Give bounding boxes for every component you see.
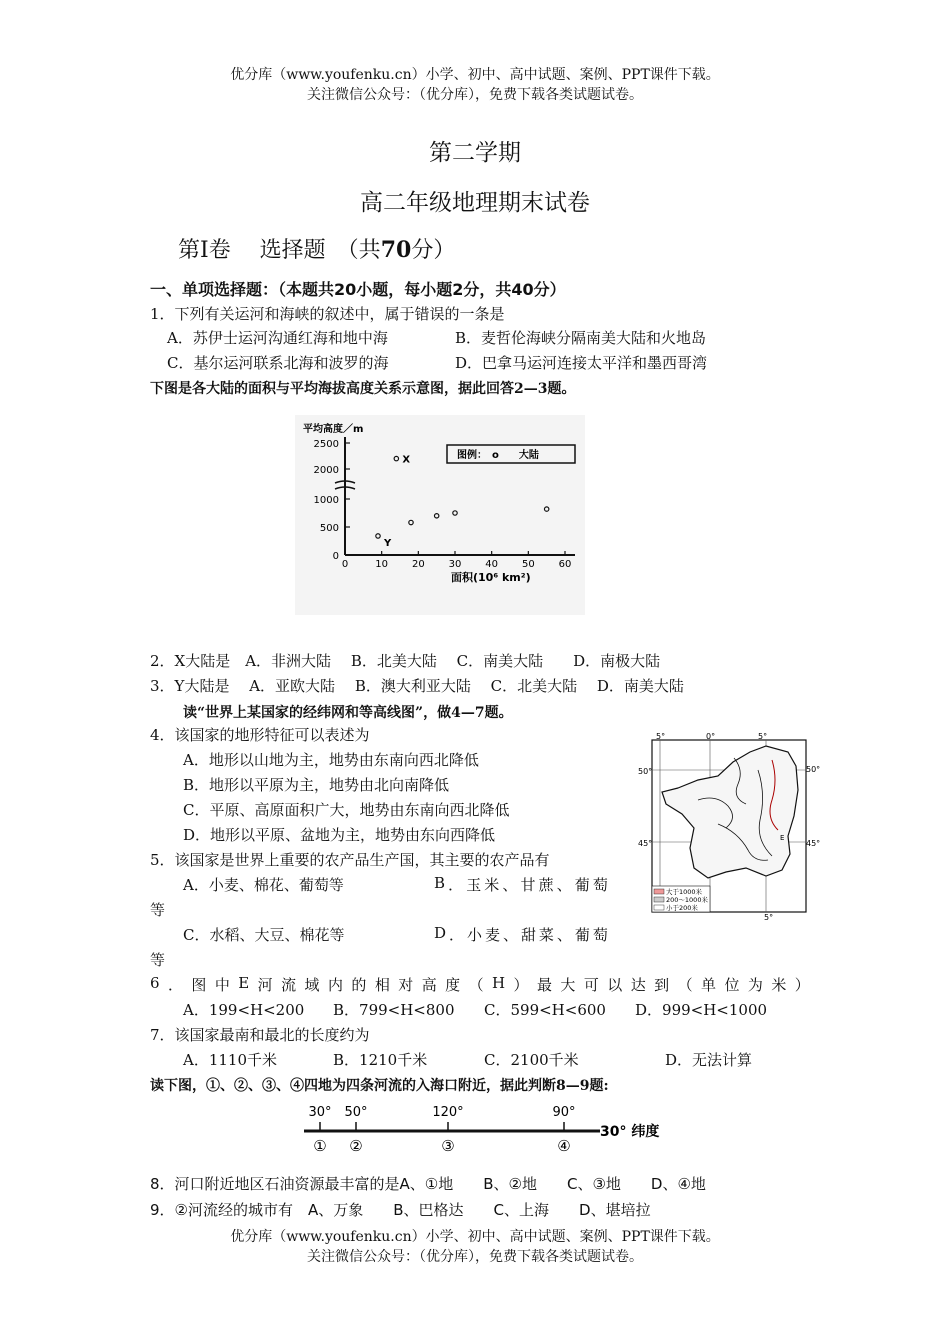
section-score: 70: [380, 237, 412, 263]
map-lon-label: 0°: [706, 732, 716, 741]
q6-option-b: B．799<H<800: [333, 1001, 455, 1019]
q5-option-b-char: 、: [502, 876, 518, 894]
site-header-line1: 优分库（www.youfenku.cn）小学、初中、高中试题、案例、PPT课件下载。: [230, 67, 720, 83]
map-lon-label: 5°: [764, 913, 774, 922]
section-label: 第Ⅰ卷 选择题 （共: [178, 238, 381, 263]
q5-option-d-char: 菜: [538, 926, 554, 944]
q6-stem-char: 图: [191, 976, 207, 994]
chart-ytick-label: 2500: [313, 439, 339, 450]
q6-stem-char: 度: [445, 976, 461, 994]
chart-ytick-label: 2000: [313, 465, 339, 476]
q6-stem-char: 单: [701, 976, 717, 994]
q5-option-d-char: D: [434, 924, 447, 942]
map-lat-label: 50°: [638, 767, 653, 776]
q5-option-d-char: 、: [502, 926, 518, 944]
q6-stem-char: E: [238, 974, 250, 992]
part1-heading: 一、单项选择题：（本题共20小题，每小题2分，共40分）: [150, 280, 566, 299]
q7-option-a: A．1110千米: [183, 1051, 278, 1069]
q6-stem-char: （: [677, 976, 693, 994]
q5-option-d-wrap: 等: [150, 951, 166, 969]
q5-option-b-char: 蔗: [538, 876, 554, 894]
chart-xlabel: 面积(10⁶ km²): [451, 571, 531, 584]
q6-stem-char: 高: [421, 976, 437, 994]
q6-stem-char: 相: [374, 976, 390, 994]
q1-option-b: B．麦哲伦海峡分隔南美大陆和火地岛: [455, 329, 707, 347]
map-lat-label: 45°: [806, 839, 821, 848]
chart-point-label: X: [402, 454, 411, 466]
chart-point-label: Y: [384, 537, 392, 549]
legend-high: 大于1000米: [666, 888, 703, 896]
q9: 9．②河流经的城市有 A、万象 B、巴格达 C、上海 D、堪培拉: [150, 1201, 651, 1219]
legend-swatch-high: [654, 889, 664, 894]
river-mouth-marker: ④: [557, 1137, 571, 1155]
q5-option-d-char: 葡: [574, 926, 590, 944]
river-mouth-marker: ②: [349, 1137, 363, 1155]
longitude-label: 90°: [552, 1105, 576, 1120]
q5-option-d-text: [434, 924, 608, 945]
river-mouth-marker: ③: [441, 1137, 455, 1155]
intro-8-9: 读下图，①、②、③、④四地为四条河流的入海口附近，据此判断8—9题:: [150, 1078, 609, 1094]
q5-option-d-char: 小: [466, 926, 482, 944]
q5-option-b-char: B: [434, 874, 446, 892]
section-title: [178, 233, 455, 264]
map-lon-label: 5°: [656, 732, 666, 741]
q6-stem-char: 中: [214, 976, 230, 994]
q5-option-b-char: 萄: [592, 876, 608, 894]
legend-swatch-low: [654, 905, 664, 910]
longitude-label: 30°: [308, 1105, 332, 1120]
q6-stem-char: 达: [630, 976, 646, 994]
q1-option-d: D．巴拿马运河连接太平洋和墨西哥湾: [455, 354, 708, 372]
chart-xtick-label: 50: [521, 559, 535, 570]
site-footer-line1: 优分库（www.youfenku.cn）小学、初中、高中试题、案例、PPT课件下载。: [230, 1229, 720, 1245]
q4-option-c: C．平原、高原面积广大，地势由东南向西北降低: [183, 801, 510, 819]
q3: 3．Y大陆是 A．亚欧大陆 B．澳大利亚大陆 C．北美大陆 D．南美大陆: [150, 677, 684, 695]
q6-option-c: C．599<H<600: [484, 1001, 606, 1019]
q6-stem-char: 对: [398, 976, 414, 994]
q6-stem-char: 以: [607, 976, 623, 994]
q7-option-d: D．无法计算: [665, 1051, 753, 1069]
site-header-line2: 关注微信公众号：（优分库），免费下载各类试题试卷。: [307, 87, 643, 103]
q4-option-d: D．地形以平原、盆地为主，地势由东向西降低: [183, 826, 496, 844]
q6-stem-char: 位: [724, 976, 740, 994]
longitude-label: 50°: [344, 1105, 368, 1120]
q5-option-d-char: 麦: [484, 926, 500, 944]
q6-stem-char: 域: [304, 976, 320, 994]
q6-stem-char: 最: [536, 976, 552, 994]
river-e-label: E: [780, 834, 785, 842]
chart-xtick-label: 30: [448, 559, 462, 570]
river-mouth-marker: ①: [313, 1137, 327, 1155]
term-title: 第二学期: [429, 140, 521, 166]
q5-option-d-char: 萄: [592, 926, 608, 944]
q6-stem-char: 流: [281, 976, 297, 994]
q1-option-a: A．苏伊士运河沟通红海和地中海: [167, 329, 388, 347]
q5-option-b-char: 葡: [574, 876, 590, 894]
q4-stem: 4．该国家的地形特征可以表述为: [150, 726, 370, 744]
q6-stem-char: 大: [560, 976, 576, 994]
chart-ytick-label: 500: [319, 523, 339, 534]
chart-ytick-label: 0: [332, 551, 339, 562]
chart-xtick-label: 0: [341, 559, 349, 570]
q4-option-b: B．地形以平原为主，地势由北向南降低: [183, 776, 450, 794]
q6-stem-char: 可: [583, 976, 599, 994]
q5-option-d-char: 、: [556, 926, 572, 944]
latitude-label: 30° 纬度: [600, 1124, 660, 1140]
q6-stem-char: ）: [513, 976, 529, 994]
chart-xtick-label: 20: [411, 559, 425, 570]
q1-stem: 1．下列有关运河和海峡的叙述中，属于错误的一条是: [150, 305, 505, 323]
q6-stem-char: 到: [654, 976, 670, 994]
q6-stem-char: ．: [167, 976, 183, 994]
q5-stem: 5．该国家是世界上重要的农产品生产国，其主要的农产品有: [150, 851, 550, 869]
q1-option-c: C．基尔运河联系北海和波罗的海: [167, 354, 389, 372]
q7-stem: 7．该国家最南和最北的长度约为: [150, 1026, 370, 1044]
q6-stem-char: 河: [257, 976, 273, 994]
chart-xtick-label: 60: [558, 559, 572, 570]
q5-option-b-char: 米: [484, 876, 500, 894]
q5-option-d-char: 甜: [520, 926, 536, 944]
legend-mid: 200～1000米: [666, 896, 708, 904]
q6-option-a: A．199<H<200: [183, 1001, 305, 1019]
q6-stem: [150, 974, 810, 995]
q5-option-c: C．水稻、大豆、棉花等: [183, 926, 345, 944]
intro-4-7: 读“世界上某国家的经纬网和等高线图”，做4—7题。: [183, 705, 513, 721]
q5-option-b-char: 甘: [520, 876, 536, 894]
q6-option-d: D．999<H<1000: [635, 1001, 768, 1019]
intro-2-3: 下图是各大陆的面积与平均海拔高度关系示意图，据此回答2—3题。: [150, 381, 576, 397]
q6-stem-char: 6: [150, 974, 160, 992]
map-lat-label: 45°: [638, 839, 653, 848]
q4-option-a: A．地形以山地为主，地势由东南向西北降低: [183, 751, 479, 769]
map-lat-label: 50°: [806, 765, 821, 774]
latitude-line-diagram: [300, 1098, 670, 1158]
q5-option-d: [434, 924, 608, 945]
q5-option-b-text: [434, 874, 608, 895]
site-footer-line2: 关注微信公众号：（优分库），免费下载各类试题试卷。: [307, 1249, 643, 1265]
q6-stem-char: 内: [327, 976, 343, 994]
q8: 8．河口附近地区石油资源最丰富的是A、①地 B、②地 C、③地 D、④地: [150, 1175, 706, 1193]
chart-xtick-label: 40: [485, 559, 499, 570]
longitude-label: 120°: [432, 1105, 464, 1120]
chart-legend: 图例： ο 大陆: [457, 450, 539, 461]
q6-stem-char: H: [492, 974, 506, 992]
country-map: [638, 730, 821, 922]
q5-option-b-wrap: 等: [150, 901, 166, 919]
q6-stem-char: 为: [747, 976, 763, 994]
q5-option-b-char: 、: [556, 876, 572, 894]
q5-option-a: A．小麦、棉花、葡萄等: [183, 876, 344, 894]
legend-low: 小于200米: [666, 904, 698, 912]
map-lon-label: 5°: [758, 732, 768, 741]
q7-option-c: C．2100千米: [484, 1051, 579, 1069]
chart-ylabel: 平均高度／m: [303, 424, 364, 435]
q6-stem-char: 的: [351, 976, 367, 994]
q6-stem-char: 米: [771, 976, 787, 994]
chart-xtick-label: 10: [375, 559, 389, 570]
q5-option-b: [434, 874, 608, 895]
q7-option-b: B．1210千米: [333, 1051, 428, 1069]
q6-stem-char: ）: [794, 976, 810, 994]
q5-option-b-char: 玉: [466, 876, 482, 894]
chart-ytick-label: 1000: [313, 495, 339, 506]
q6-stem-char: （: [468, 976, 484, 994]
section-unit: 分）: [411, 238, 456, 263]
legend-swatch-mid: [654, 897, 664, 902]
exam-title: 高二年级地理期末试卷: [360, 190, 590, 216]
q5-option-b-char: ．: [448, 876, 464, 894]
area-height-chart: [295, 415, 585, 615]
q2: 2．X大陆是 A．非洲大陆 B．北美大陆 C．南美大陆 D．南极大陆: [150, 652, 661, 670]
q5-option-d-char: ．: [449, 926, 465, 944]
